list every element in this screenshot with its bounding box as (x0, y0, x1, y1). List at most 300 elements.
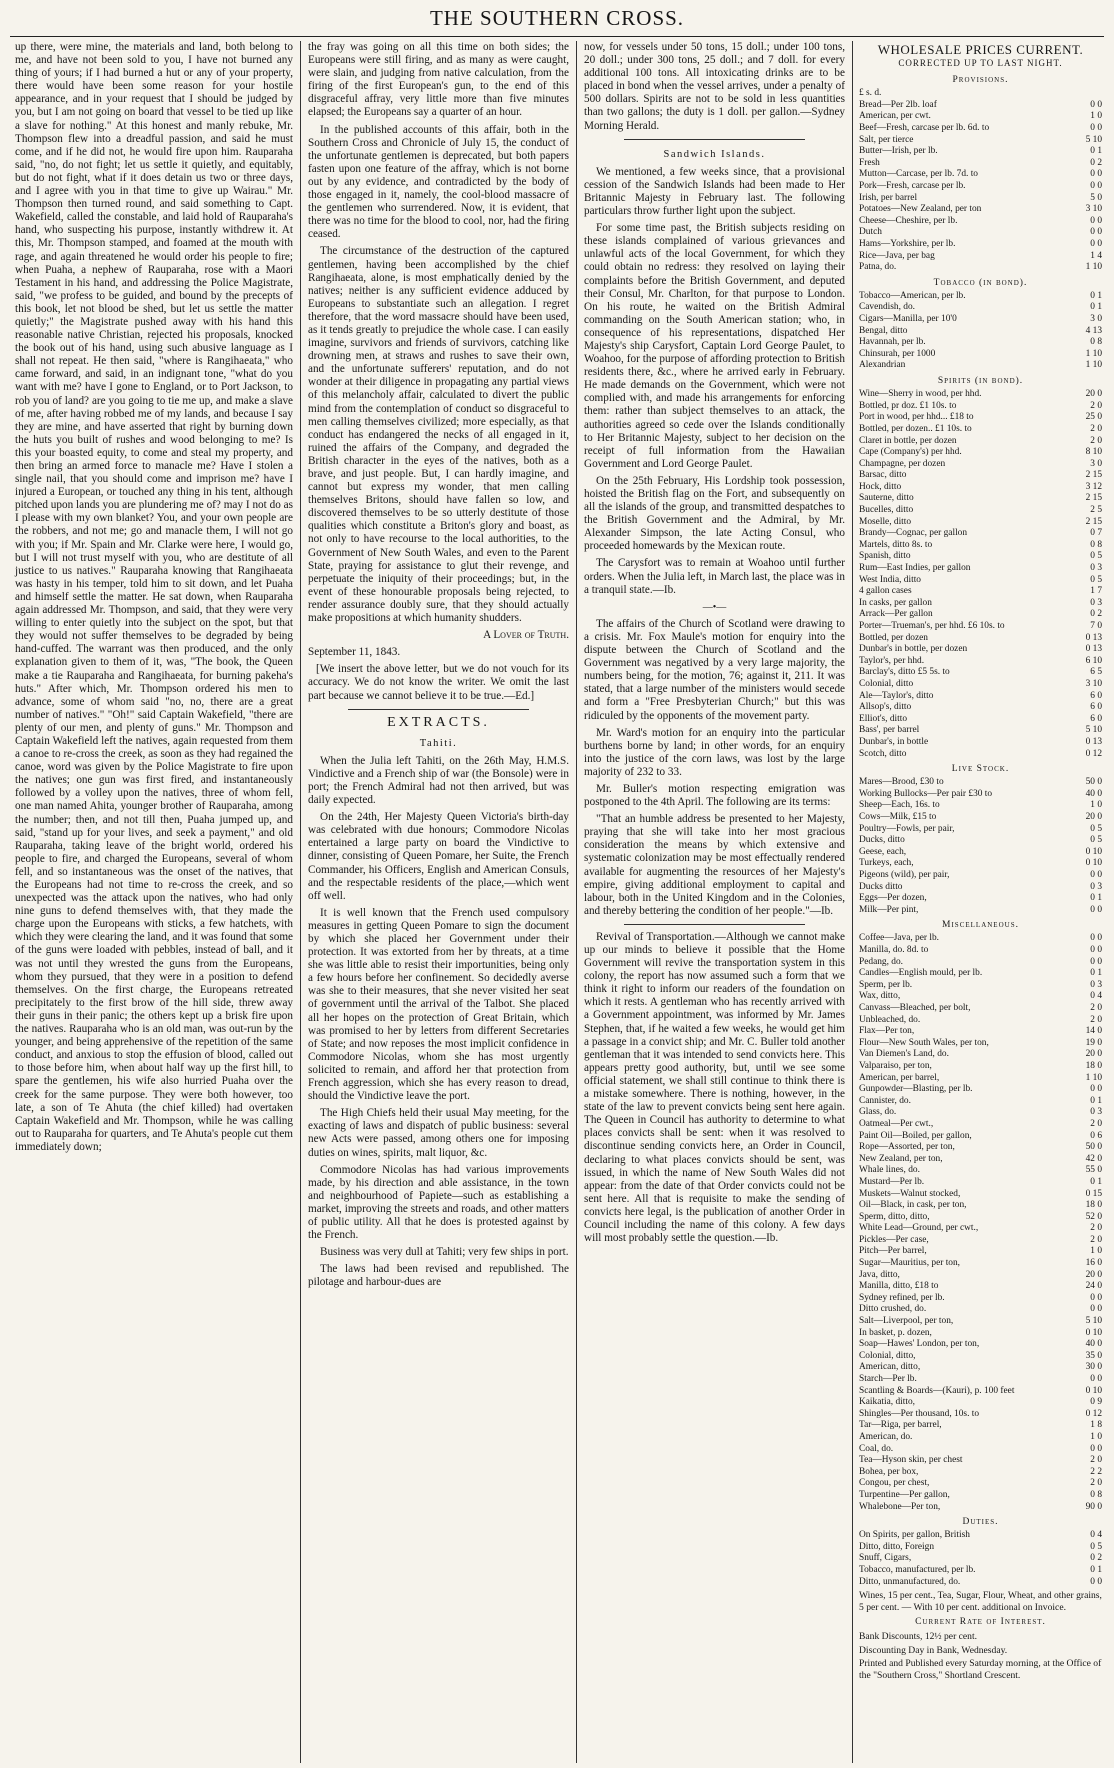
price-row (859, 1339, 1102, 1351)
price-row (859, 1553, 1102, 1565)
price-item: Martels, ditto 8s. to (859, 539, 933, 550)
interest-heading: Current Rate of Interest. (915, 1617, 1046, 1628)
price-item: Sperm, per lb. (859, 979, 913, 990)
price-row (859, 968, 1102, 980)
price-row (859, 933, 1102, 945)
price-value: 0 0 (1090, 123, 1102, 134)
price-row (859, 691, 1102, 703)
price-value: 1 0 (1090, 1246, 1102, 1257)
price-item: Van Diemen's Land, do. (859, 1049, 949, 1060)
price-row (859, 858, 1102, 870)
price-value: 1 10 (1085, 348, 1102, 359)
price-item: Butter—Irish, per lb. (859, 146, 938, 157)
price-row (859, 563, 1102, 575)
price-row (859, 905, 1102, 917)
price-value: 40 0 (1085, 1339, 1102, 1350)
article-paragraph: Mr. Ward's motion for an enquiry into the particular burthens borne by land; in other words, for an enquiry into the justice of the corn laws, was lost by the large majority of 232 to 33. (584, 726, 845, 778)
price-value: 0 1 (1090, 302, 1102, 313)
price-item: Allsop's, ditto (859, 702, 912, 713)
price-item: Unbleached, do. (859, 1014, 921, 1025)
price-row (859, 482, 1102, 494)
price-value: 90 0 (1085, 1501, 1102, 1512)
price-row (859, 656, 1102, 668)
price-row (859, 1270, 1102, 1282)
price-item: Milk—Per pint, (859, 904, 919, 915)
price-value: 0 3 (1090, 563, 1102, 574)
price-item: Scantling & Boards—(Kauri), p. 100 feet (859, 1385, 1015, 1396)
price-value: 0 3 (1090, 1107, 1102, 1118)
price-value: 0 7 (1090, 528, 1102, 539)
price-row (859, 1049, 1102, 1061)
price-row (859, 360, 1102, 372)
price-item: Claret in bottle, per dozen (859, 435, 957, 446)
price-item: Elliot's, ditto (859, 713, 908, 724)
price-value: 0 10 (1085, 846, 1102, 857)
price-item: Rum—East Indies, per gallon (859, 563, 971, 574)
price-row (859, 551, 1102, 563)
price-row (859, 227, 1102, 239)
price-item: Coffee—Java, per lb. (859, 933, 940, 944)
price-item: Port in wood, per hhd... £18 to (859, 412, 974, 423)
price-row (859, 146, 1102, 158)
price-row (859, 470, 1102, 482)
price-value: 7 0 (1090, 621, 1102, 631)
price-item: Kaikatia, ditto, (859, 1397, 915, 1408)
price-row (859, 1189, 1102, 1201)
price-item: Salt, per tierce (859, 134, 914, 145)
price-item: Ditto, unmanufactured, do. (859, 1576, 961, 1587)
price-item: Poultry—Fowls, per pair, (859, 823, 955, 834)
price-value: 5 0 (1090, 192, 1102, 203)
price-value: 0 13 (1085, 644, 1102, 655)
price-row (859, 493, 1102, 505)
price-value: 1 10 (1085, 262, 1102, 273)
price-row (859, 789, 1102, 801)
price-row (859, 181, 1102, 193)
price-value: 0 15 (1085, 1188, 1102, 1199)
price-item: Taylor's, per hhd. (859, 655, 925, 666)
price-row (859, 980, 1102, 992)
price-row (859, 847, 1102, 859)
price-value: 0 0 (1090, 904, 1102, 915)
price-row (859, 1293, 1102, 1305)
price-row (859, 436, 1102, 448)
price-row (859, 702, 1102, 714)
article-paragraph: The laws had been revised and republished. The pilotage and harbour-dues are (308, 1263, 569, 1289)
price-item: Manilla, do. 8d. to (859, 945, 929, 956)
price-row (859, 1577, 1102, 1589)
price-row (859, 158, 1102, 170)
discounting-day: Discounting Day in Bank, Wednesday. (859, 1644, 1008, 1656)
price-row (859, 1212, 1102, 1224)
price-item: Tobacco, manufactured, per lb. (859, 1565, 976, 1575)
price-value: 2 0 (1090, 1455, 1102, 1466)
price-item: Tar—Riga, per barrel, (859, 1420, 942, 1431)
price-row (859, 1397, 1102, 1409)
price-item: Tobacco—American, per lb. (859, 290, 966, 301)
price-item: Colonial, ditto (859, 678, 914, 689)
price-value: 0 3 (1090, 979, 1102, 990)
price-row (859, 800, 1102, 812)
price-item: In basket, p. dozen, (859, 1327, 932, 1338)
price-value: 3 10 (1085, 204, 1102, 215)
price-item: Sydney refined, per lb. (859, 1292, 945, 1303)
masthead (10, 0, 1104, 37)
price-item: American, per cwt. (859, 111, 931, 122)
price-value: 2 0 (1090, 1014, 1102, 1025)
price-item: Manilla, ditto, £18 to (859, 1281, 939, 1292)
price-value: 1 0 (1090, 111, 1102, 122)
price-section-heading: Live Stock. (951, 764, 1010, 775)
price-value: 0 2 (1090, 157, 1102, 168)
price-row (859, 1096, 1102, 1108)
price-value: 0 13 (1085, 632, 1102, 643)
price-row (859, 1374, 1102, 1386)
price-item: Sperm, ditto, ditto, (859, 1211, 930, 1222)
price-row (859, 88, 1102, 100)
price-row (859, 349, 1102, 361)
price-item: Bengal, ditto (859, 325, 908, 336)
price-item: American, do. (859, 1431, 913, 1442)
price-value: 2 0 (1090, 435, 1102, 446)
letter-paragraph: up there, were mine, the materials and land, both belong to me, and have not been sold to you, I have not burned any thing of yours; if I had burned a hut or any of your property, there would have been some reason for your hostile appearance, and in your request that I should be judged by you, but I am not going on board that vessel to be tied up like a slave for nothing." At this honest and manly rebuke, Mr. Thompson flew into a dreadful passion, and said he must come, and if he did not, he would fire upon him. Rauparaha said, "no, do not fight; let us settle it quietly, and equitably, but do not fight, what if it does detain us two or three days, and I agree with you in that time to give up Wairau." Mr. Thompson then turned round, and said something to Capt. Wakefield, called the constable, and laid hold of Rauparaha's hand, who suspecting his purpose, instantly withdrew it. At this, Mr. Thompson stamped, and foamed at the mouth with rage, and again threatened he would order his people to fire; when Puaha, a nephew of Rauparaha, rose with a Maori Testament in his hand, and addressing the Police Magistrate, said, "we profess to be guided, and bound by the precepts of this book, let not blood be shed, but let us settle the matter quietly;" the Magistrate pushed away with his hand this reasonable native Christian, rejected his proposals, knocked the book out of his hand, using such abusive language as I shall not repeat. He then said, "where is Rangihaeata," who came forward, and said, in an indignant tone, "what do you want with me? have I gone to England, or to Port Jackson, to rob you of land? are you going to tie me up, and make a slave of me, after having robbed me of my lands, and because I say they are mine, and have asserted that right by burning down the huts you built of rushes and wood belonging to me? Is this your boasted equity, to come and steal my property, and then bring an armed force to manacle me? Have I stolen a single nail, that you should come and imprison me? have I injured a European, or touched any thing in his tent, although pitched upon lands you are plundering me of? may I not do as I please with my own blanket? You, and your own people are the robbers, and not me; go and manacle them, I will not go with you; if Mr. Spain and Mr. Clarke were here, I would go, but I will not trust myself with you, who are destitute of all justice to us natives." Rauparaha knowing that Rangihaeata was hasty in his temper, told him to sit down, and let Puaha and himself settle the matter. He sat down, when Rauparaha again addressed Mr. Thompson, and said, that they were very willing to enter quietly into the subject on the spot, but that they would not suffer themselves to be degraded by being hand-cuffed. The warrant was then produced, and the only explanation given to them of it, was, "The book, the Queen make a tie Rauparaha and Rangihaeata, for burning pakeha's huts." After which, Mr. Thompson ordered his men to advance, some of whom said "no, no, there are a great number of natives." "Oh!" said Captain Wakefield, "there are plenty of our men, and plenty of guns." Mr. Thompson and Captain Wakefield left the natives, again requested from them a canoe to re-cross the creek, as soon as they had regained the canoe, word was given by the Police Magistrate to fire upon the natives; one gun was first fired, and instantaneously followed by a volley upon the natives, three of whom fell, one man named Ahita, younger brother of Rauparaha, among the number; then, and not till then, Puaha jumped up, and said, "stand up for your lives, and seek a payment," and old Rauparaha, taking leave of the bright world, ordered his people to fire, and charged the Europeans, several of whom fell, and so instantaneous was the onset of the natives, that the Europeans had not time to re-cross the creek, and so unexpected was the attack upon the natives, who had only nine guns to defend themselves with, that they made the charge upon the Europeans with sticks, a few hatchets, with which they were clearing the land, and it was found that some of the guns were loaded with pebbles, instead of ball, and it was not until they wrested the guns from the Europeans, whom they pursued, that they were in a position to defend themselves. On the first charge, the Europeans retreated precipitately to the first brow of the hill side, threw away their guns in their panic; the others kept up a brisk fire upon the natives. Rauparaha who is an old man, was out-run by the younger, and being apprehensive of the repetition of the same conduct, and anxious to stop the effusion of blood, called out to those before him, when about half way up the first hill, to spare the gentlemen, his wife also hurried Puaha over the creek for the same purpose. They were both however, too late, a son of Te Ahuta (the chief killed) had overtaken Captain Wakefield and Mr. Thompson, while he was calling out to Rauparaha for quarters, and Te Ahuta's people cut them immediately down; (15, 41, 293, 1153)
price-row (859, 609, 1102, 621)
price-row (859, 262, 1102, 274)
price-row (859, 1455, 1102, 1467)
price-item: Glass, do. (859, 1107, 897, 1118)
price-row (859, 1351, 1102, 1363)
price-value: 0 2 (1090, 1553, 1102, 1564)
price-row (859, 424, 1102, 436)
price-item: Wax, ditto, (859, 991, 901, 1002)
price-item: Ditto crushed, do. (859, 1304, 927, 1315)
price-section-heading: Miscellaneous. (942, 920, 1019, 931)
price-row (859, 1444, 1102, 1456)
price-value: 8 10 (1085, 447, 1102, 458)
price-row (859, 412, 1102, 424)
price-item: Dutch (859, 227, 882, 238)
price-value: 0 0 (1090, 1374, 1102, 1384)
price-value: 20 0 (1085, 1049, 1102, 1060)
price-item: Mares—Brood, £30 to (859, 777, 944, 788)
price-row (859, 1502, 1102, 1514)
interest-rate: Bank Discounts, 12½ per cent. (859, 1631, 978, 1643)
price-row (859, 945, 1102, 957)
divider (624, 139, 805, 140)
price-row (859, 216, 1102, 228)
price-value: 0 1 (1090, 146, 1102, 157)
price-section-heading: Provisions. (952, 75, 1009, 86)
price-row (859, 1073, 1102, 1085)
price-row (859, 679, 1102, 691)
price-row (859, 447, 1102, 459)
price-item: Whalebone—Per ton, (859, 1501, 941, 1512)
article-paragraph: Revival of Transportation.—Although we cannot make up our minds to believe it possible that the Home Government will revive the transportation system in this colony, the report has now assumed such a form that we think it right to inform our readers of the foundation on which it rests. A gentleman who has recently arrived with a Government appointment, was informed by Mr. James Stephen, that, if he waited a few weeks, he would get him a passage in a convict ship; and Mr. C. Buller told another gentleman that it was intended to send convicts here. This appears pretty good authority, but, until we see some official statement, we shall still continue to think there is a mistake somewhere. There is nothing, however, in the state of the law to prevent convicts being sent here again. The Queen in Council has authority to determine to what places convicts shall be sent: when it was resolved to discontinue sending convicts here, an Order in Council, declaring to what places convicts should be sent, was issued, in which the name of New South Wales did not appear: from the date of that Order convicts could not be sent here. All that is requisite to make the sending of convicts here legal, is the publication of another Order in Council including the name of this colony. A few days will most probably settle the question.—Ib. (584, 930, 845, 1245)
article-paragraph: now, for vessels under 50 tons, 15 doll.; under 100 tons, 20 doll.; under 300 tons, 25 doll.; and 7 doll. for every additional 100 tons. All intoxicating drinks are to be placed in bond when the vessel arrives, under a penalty of 500 dollars. Spirits are not to be sold in less quantities than two gallons; the duty is 1 doll. per gallon.—Sydney Morning Herald. (584, 41, 845, 132)
price-row (859, 1420, 1102, 1432)
price-value: 0 1 (1090, 893, 1102, 904)
price-value: 0 0 (1090, 1576, 1102, 1587)
price-item: £ s. d. (859, 88, 882, 99)
price-value: 19 0 (1085, 1037, 1102, 1048)
price-row (859, 302, 1102, 314)
price-value: 0 2 (1090, 609, 1102, 620)
price-value: 0 5 (1090, 551, 1102, 562)
article-paragraph: The Carysfort was to remain at Woahoo until further orders. When the Julia left, in March last, the place was in a tranquil state.—Ib. (584, 557, 845, 596)
price-row (859, 1258, 1102, 1270)
price-item: Sugar—Mauritius, per ton, (859, 1258, 961, 1269)
price-row (859, 1467, 1102, 1479)
price-value: 0 0 (1090, 1443, 1102, 1454)
extracts-heading: EXTRACTS. (387, 714, 490, 730)
price-row (859, 1038, 1102, 1050)
price-row (859, 1490, 1102, 1502)
price-value: 0 0 (1090, 239, 1102, 249)
price-value: 0 0 (1090, 945, 1102, 956)
price-item: Barclay's, ditto £5 5s. to (859, 667, 950, 678)
article-paragraph: The High Chiefs held their usual May meeting, for the exacting of laws and dispatch of public business: several new Acts were passed, among others one for imposing duties on wines, spirits, malt liquor, &c. (308, 1107, 569, 1159)
price-value: 0 0 (1090, 933, 1102, 944)
price-row (859, 1281, 1102, 1293)
price-row (859, 667, 1102, 679)
price-row (859, 1235, 1102, 1247)
price-item: Wine—Sherry in wood, per hhd. (859, 389, 982, 400)
letter-paragraph: the fray was going on all this time on both sides; the Europeans were still firing, and as many as were caught, were slain, and judging from native calculation, from the firing of the first European's gun, to the end of this disgraceful affray, very little more than five minutes elapsed; the Europeans say a quarter of an hour. (308, 41, 569, 119)
price-value (1066, 88, 1102, 100)
price-value: 2 15 (1085, 470, 1102, 481)
price-value: 0 9 (1090, 1397, 1102, 1408)
price-item: Bottled, per dozen.. £1 10s. to (859, 423, 972, 434)
price-item: Irish, per barrel (859, 192, 918, 203)
price-row (859, 100, 1102, 112)
price-value: 2 0 (1090, 1003, 1102, 1013)
price-item: In casks, per gallon (859, 597, 932, 608)
price-row (859, 135, 1102, 147)
imprint: Printed and Published every Saturday morning, at the Office of the "Southern Cross," Shortland Crescent. (859, 1658, 1102, 1681)
price-item: Cows—Milk, £15 to (859, 812, 937, 822)
price-item: Patna, do. (859, 262, 897, 273)
price-row (859, 1200, 1102, 1212)
price-value: 5 10 (1085, 725, 1102, 736)
price-item: Sauterne, ditto (859, 493, 914, 504)
price-row (859, 991, 1102, 1003)
price-row (859, 1003, 1102, 1015)
price-row (859, 123, 1102, 135)
price-value: 2 15 (1085, 493, 1102, 504)
price-row (859, 1386, 1102, 1398)
article-paragraph: Mr. Buller's motion respecting emigration was postponed to the 4th April. The following are its terms: (584, 782, 845, 809)
article-paragraph: "That an humble address be presented to her Majesty, praying that she will take into her most gracious consideration the means by which extensive and systematic colonization may be most effectually rendered available for augmenting the resources of her Majesty's empire, giving additional employment to capital and labour, both in the United Kingdom and in the Colonies, and thereby bettering the condition of her people."—Ib. (584, 813, 845, 917)
price-item: On Spirits, per gallon, British (859, 1530, 970, 1541)
price-item: Sheep—Each, 16s. to (859, 800, 940, 811)
price-value: 0 12 (1085, 748, 1102, 759)
price-section-heading: Tobacco (in bond). (933, 277, 1028, 288)
prices-subtitle: CORRECTED UP TO LAST NIGHT. (898, 58, 1063, 69)
price-item: Alexandrian (859, 360, 906, 371)
price-row (859, 1084, 1102, 1096)
price-row (859, 714, 1102, 726)
price-item: Soap—Hawes' London, per ton, (859, 1339, 980, 1350)
price-item: Hock, ditto (859, 481, 902, 492)
newspaper-title: THE SOUTHERN CROSS. (429, 6, 685, 30)
price-item: Coal, do. (859, 1443, 894, 1454)
price-value: 2 0 (1090, 400, 1102, 411)
price-value: 0 4 (1090, 1530, 1102, 1541)
price-value: 0 5 (1090, 835, 1102, 846)
price-row (859, 1432, 1102, 1444)
price-row (859, 1478, 1102, 1490)
sandwich-islands-heading: Sandwich Islands. (663, 148, 766, 160)
price-item: Mustard—Per lb. (859, 1176, 925, 1187)
price-value: 6 0 (1090, 690, 1102, 701)
price-item: Arrack—Per gallon (859, 609, 933, 620)
price-row (859, 540, 1102, 552)
price-row (859, 1015, 1102, 1027)
price-value: 3 0 (1090, 314, 1102, 325)
price-row (859, 326, 1102, 338)
price-row (859, 459, 1102, 471)
price-row (859, 111, 1102, 123)
price-row (859, 835, 1102, 847)
price-item: American, ditto, (859, 1362, 921, 1373)
price-item: Ditto, ditto, Foreign (859, 1541, 934, 1552)
price-row (859, 1026, 1102, 1038)
price-value: 2 2 (1090, 1466, 1102, 1477)
price-item: Turpentine—Per gallon, (859, 1489, 950, 1500)
price-item: Working Bullocks—Per pair £30 to (859, 788, 993, 799)
price-row (859, 1177, 1102, 1189)
price-value: 4 13 (1085, 325, 1102, 336)
article-paragraph: When the Julia left Tahiti, on the 26th May, H.M.S. Vindictive and a French ship of war (the Bonsole) were in port; the French Admiral had not then arrived, but was daily expected. (308, 754, 569, 807)
price-item: Salt—Liverpool, per ton, (859, 1316, 954, 1327)
columns (0, 37, 1114, 1763)
price-row (859, 1223, 1102, 1235)
price-item: Pedang, do. (859, 956, 904, 967)
price-value: 0 10 (1085, 1385, 1102, 1396)
price-value: 0 10 (1085, 858, 1102, 869)
price-item: Ale—Taylor's, ditto (859, 690, 934, 701)
price-value: 20 0 (1085, 389, 1102, 400)
price-item: Mutton—Carcase, per lb. 7d. to (859, 169, 978, 180)
price-value: 0 13 (1085, 736, 1102, 747)
price-section-heading: Duties. (962, 1517, 999, 1528)
price-value: 0 12 (1085, 1408, 1102, 1419)
price-item: Hams—Yorkshire, per lb. (859, 239, 956, 249)
price-value: 0 0 (1090, 1084, 1102, 1095)
price-item: Beef—Fresh, carcase per lb. 6d. to (859, 123, 990, 134)
price-item: Flour—New South Wales, per ton, (859, 1037, 989, 1048)
price-row (859, 1530, 1102, 1542)
price-item: Java, ditto, (859, 1269, 900, 1280)
price-value: 0 0 (1090, 215, 1102, 226)
price-value: 0 0 (1090, 1292, 1102, 1303)
price-item: Cape (Company's) per hhd. (859, 447, 962, 458)
prices-column (852, 41, 1106, 1763)
price-item: Rope—Assorted, per ton, (859, 1142, 955, 1153)
letter-date: September 11, 1843. (308, 646, 401, 659)
price-row (859, 725, 1102, 737)
price-row (859, 957, 1102, 969)
price-value: 0 0 (1090, 169, 1102, 180)
price-item: Flax—Per ton, (859, 1026, 915, 1037)
price-row (859, 1107, 1102, 1119)
price-row (859, 1061, 1102, 1073)
price-row (859, 737, 1102, 749)
price-row (859, 389, 1102, 401)
ornament-divider: —•— (702, 601, 727, 613)
price-item: Moselle, ditto (859, 516, 912, 527)
price-row (859, 621, 1102, 633)
divider (348, 709, 529, 710)
price-item: Potatoes—New Zealand, per ton (859, 204, 982, 215)
price-row (859, 505, 1102, 517)
price-row (859, 1542, 1102, 1554)
price-item: Brandy—Cognac, per gallon (859, 528, 968, 539)
price-value: 0 8 (1090, 539, 1102, 550)
price-value: 52 0 (1085, 1211, 1102, 1222)
price-value: 0 10 (1085, 1327, 1102, 1338)
price-item: Pickles—Per case, (859, 1234, 929, 1245)
price-value: 0 8 (1090, 337, 1102, 348)
price-row (859, 204, 1102, 216)
price-row (859, 575, 1102, 587)
price-item: Bohea, per box, (859, 1466, 919, 1477)
price-item: New Zealand, per ton, (859, 1153, 943, 1164)
price-value: 3 0 (1090, 458, 1102, 469)
price-row (859, 882, 1102, 894)
price-row (859, 169, 1102, 181)
price-item: Dunbar's in bottle, per dozen (859, 644, 968, 655)
price-item: Congou, per chest, (859, 1478, 930, 1489)
price-item: Havannah, per lb. (859, 337, 926, 348)
price-value: 1 4 (1090, 250, 1102, 261)
price-row (859, 1154, 1102, 1166)
price-item: Cheese—Cheshire, per lb. (859, 215, 958, 226)
price-value: 0 1 (1090, 1176, 1102, 1187)
price-item: Champagne, per dozen (859, 458, 946, 469)
price-value: 5 10 (1085, 1316, 1102, 1327)
price-value: 18 0 (1085, 1060, 1102, 1071)
price-value: 1 10 (1085, 1072, 1102, 1083)
price-row (859, 893, 1102, 905)
price-row (859, 1246, 1102, 1258)
price-value: 1 7 (1090, 586, 1102, 597)
price-sections (859, 74, 1102, 1588)
price-value: 50 0 (1085, 1142, 1102, 1153)
price-item: 4 gallon cases (859, 586, 912, 597)
price-value: 0 3 (1090, 881, 1102, 892)
price-value: 3 12 (1085, 481, 1102, 492)
price-item: Muskets—Walnut stocked, (859, 1188, 961, 1199)
price-value: 0 0 (1090, 869, 1102, 880)
article-paragraph: The affairs of the Church of Scotland were drawing to a crisis. Mr. Fox Maule's motion for enquiry into the dispute between the Church of Scotland and the Government was negatived by a very large majority, the numbers being, for the motion, 76; against it, 211. It was stated, that a large number of the ministers would secede and form a "Free Presbyterian Church;" but this was ridiculed by the opponents of the movement party. (584, 617, 845, 722)
price-item: Chinsurah, per 1000 (859, 348, 936, 359)
price-value: 0 6 (1090, 1130, 1102, 1141)
letter-paragraph: The circumstance of the destruction of the captured gentlemen, having been accomplished by the chief Rangihaeata, alone, is most emphatically denied by the natives; neither is any sufficient evidence adduced by Europeans to substantiate such an allegation. I regret therefore, that the word massacre should have been used, as it tends greatly to prejudice the whole case. I can easily imagine, survivors and friends of survivors, catching like drowning men, at straws and rushes to save their own, and the unfortunate sufferers' reputation, and do not wonder at their diligence in propagating any partial views of this melancholy affair, calculated to divert the public mind from the contemplation of conduct so disgraceful to men calling themselves civilized; more especially, as that conduct has endangered the necks of all engaged in it, ruined the affairs of the Company, and degraded the British character in the eyes of the natives, both as a brave, and just people. But, I can hardly imagine, and cannot but express my wonder, that men calling themselves Britons, should have fallen so low, and discovered themselves to be so utterly destitute of those qualities which constitute a Briton's glory and boast, as not only to have recourse to the local authorities, to the Government of New South Wales, and even to the Parent State, praying for assistance to glut their revenge, and perpetuate the iniquity of their proceedings; but, in the event of these honourable proposals being rejected, to render assurance doubly sure, that they should actually make propositions at which humanity shudders. (308, 245, 569, 625)
price-item: Cavendish, do. (859, 302, 915, 313)
price-item: American, per barrel, (859, 1072, 940, 1083)
price-value: 20 0 (1085, 1269, 1102, 1280)
price-item: Tea—Hyson skin, per chest (859, 1455, 963, 1466)
price-value: 0 1 (1090, 1095, 1102, 1106)
price-item: Cigars—Manilla, per 10'0 (859, 314, 957, 325)
price-row (859, 1409, 1102, 1421)
price-item: Candles—English mould, per lb. (859, 968, 983, 979)
price-value: 5 10 (1085, 134, 1102, 145)
article-paragraph: On the 25th February, His Lordship took possession, hoisted the British flag on the Fort, and subsequently on all the islands of the group, and transmitted despatches to the British Government and the Admiral, by Mr. Alexander Simpson, the late Acting Consul, who proceeded homewards by the Mexican route. (584, 474, 845, 553)
price-item: Pitch—Per barrel, (859, 1246, 927, 1257)
price-item: Barsac, ditto (859, 470, 907, 481)
